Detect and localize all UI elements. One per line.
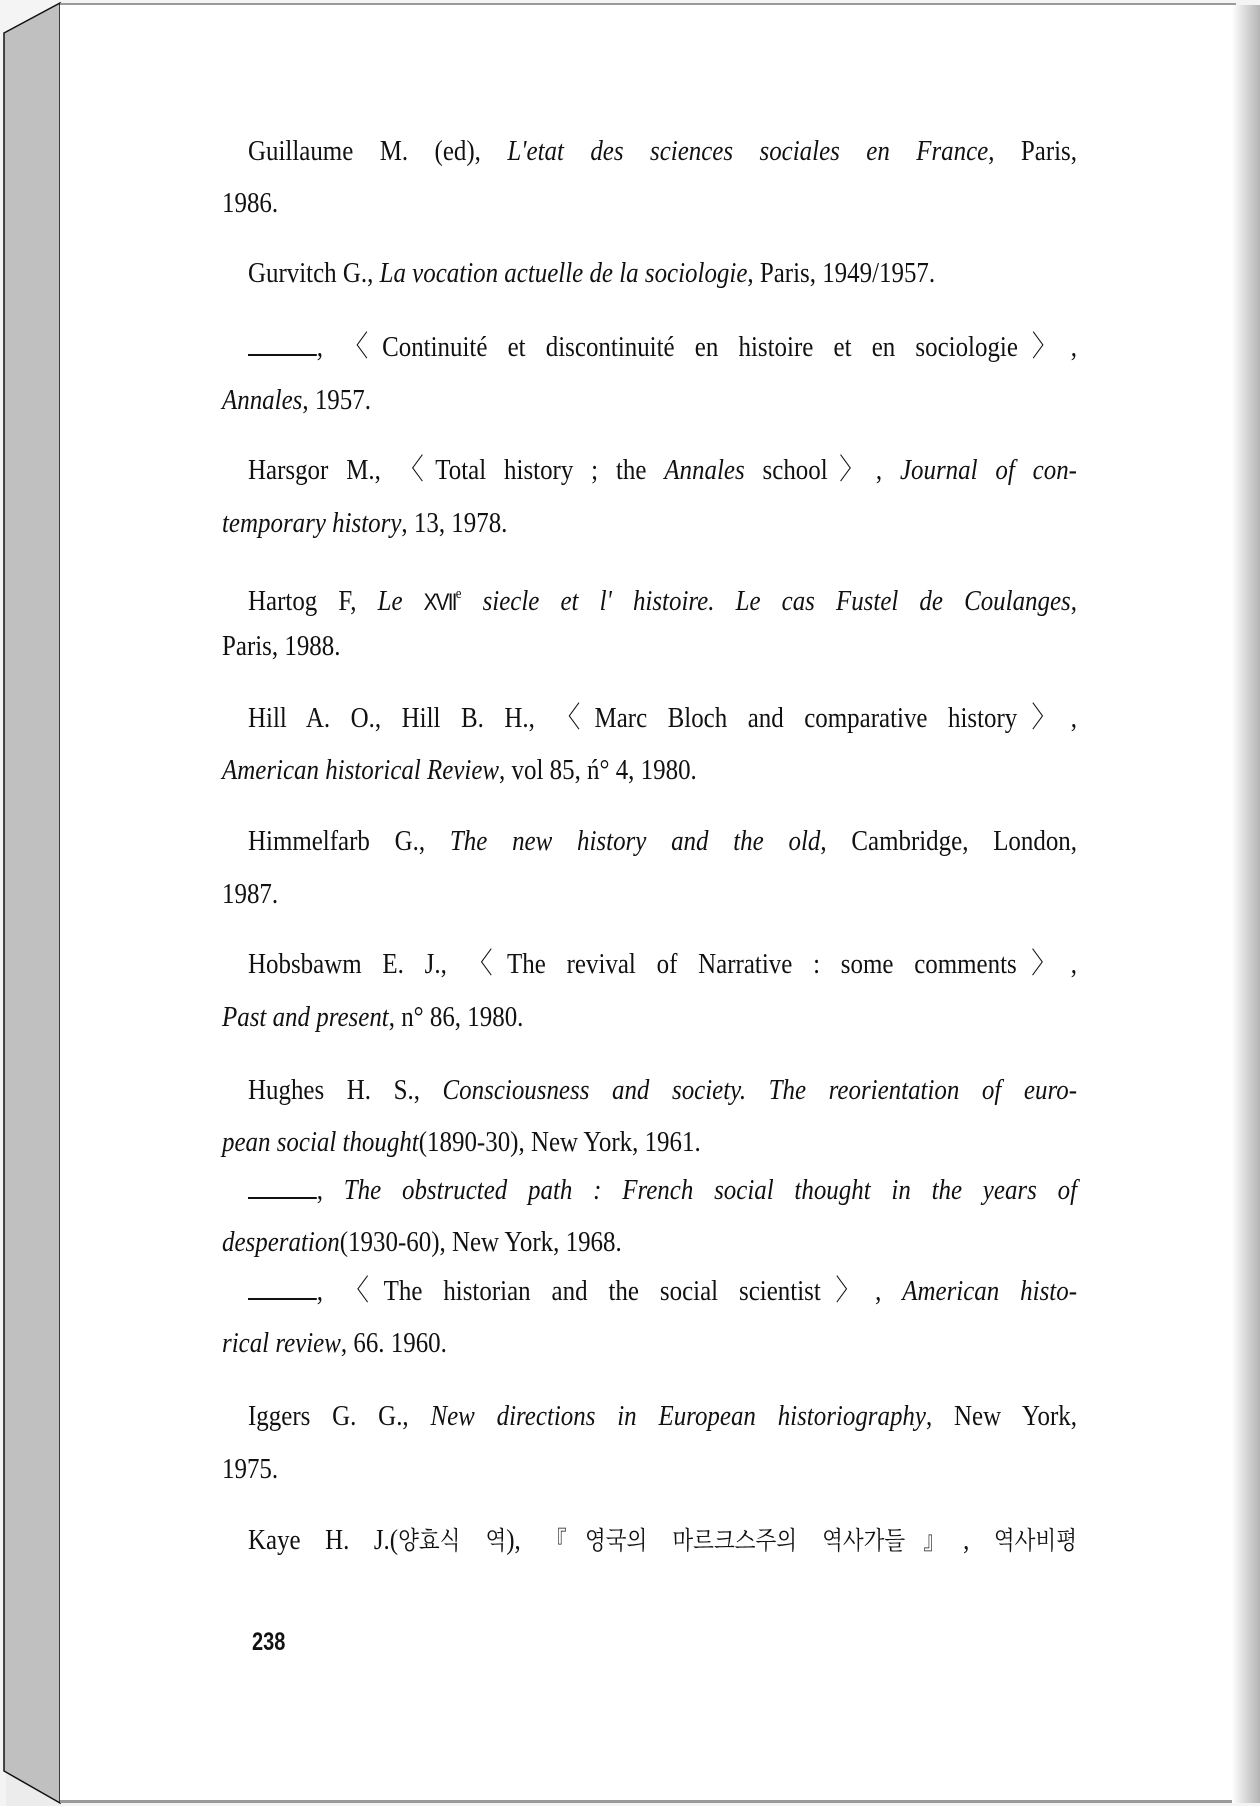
korean-text: 양효식 역 <box>398 1526 507 1555</box>
entry-first-line <box>248 330 1077 364</box>
citation-text: Hartog F, <box>248 585 378 617</box>
entry-first-line <box>248 701 1077 735</box>
citation-title-italic: La vocation actuelle de la sociologie <box>379 257 748 289</box>
citation-text: , 〈The historian and the social scientist〉, <box>316 1275 903 1307</box>
citation-text: , vol 85, ń° 4, 1980. <box>499 754 697 786</box>
entry-continuation-line <box>222 1225 622 1259</box>
citation-text: , 66. 1960. <box>340 1327 447 1359</box>
citation-title-italic: Consciousness and society. The reorientation of euro- <box>442 1074 1078 1106</box>
entry-first-line <box>248 1173 1077 1207</box>
entry-first-line <box>248 947 1077 981</box>
citation-text: (1930-60), New York, 1968. <box>339 1226 622 1258</box>
entry-first-line <box>248 1073 1077 1107</box>
entry-first-line <box>248 256 935 290</box>
citation-title-italic: pean social thought <box>222 1126 419 1158</box>
citation-text: 1986. <box>222 187 279 219</box>
citation-text: , <box>316 1174 344 1206</box>
citation-title-italic: Le <box>377 585 424 617</box>
citation-text: , n° 86, 1980. <box>388 1001 524 1033</box>
citation-text: (1890-30), New York, 1961. <box>418 1126 701 1158</box>
book-spine <box>0 0 62 1806</box>
citation-text: 1987. <box>222 878 279 910</box>
korean-text: 『영국의 마르크스주의 역사가들』 <box>545 1526 964 1555</box>
citation-text: , 1957. <box>302 384 371 416</box>
entry-first-line <box>248 134 1077 168</box>
citation-text: school〉, <box>744 454 900 486</box>
citation-text: , Cambridge, London, <box>820 825 1078 857</box>
entry-first-line <box>248 1523 1077 1558</box>
citation-title-italic: siecle et l' histoire. Le cas Fustel de Coulanges <box>461 585 1071 617</box>
entry-continuation-line <box>222 629 340 663</box>
entry-first-line <box>248 824 1077 858</box>
citation-title-italic: Past and present <box>222 1001 389 1033</box>
citation-text: , Paris, <box>988 135 1077 167</box>
korean-text: 역사비평 <box>993 1526 1077 1555</box>
citation-title-italic: Journal of con- <box>899 454 1077 486</box>
entry-continuation-line <box>222 506 507 540</box>
page-edge-shadow <box>1232 5 1260 1803</box>
citation-text: ), <box>506 1524 546 1556</box>
entry-first-line <box>248 577 1077 620</box>
roman-numeral: XVII <box>423 589 456 616</box>
entry-continuation-line <box>222 1125 701 1159</box>
citation-text: Iggers G. G., <box>248 1400 431 1432</box>
citation-text: Hughes H. S., <box>248 1074 443 1106</box>
citation-title-italic: New directions in European historiography <box>430 1400 926 1432</box>
citation-text: , New York, <box>925 1400 1077 1432</box>
citation-text: , <box>1070 585 1077 617</box>
entry-first-line <box>248 1274 1077 1308</box>
entry-first-line <box>248 453 1077 487</box>
same-author-dash <box>248 1175 317 1199</box>
citation-text: Paris, 1988. <box>222 630 341 662</box>
citation-title-italic: desperation <box>222 1226 340 1258</box>
entry-continuation-line <box>222 186 278 220</box>
citation-text: Guillaume M. (ed), <box>248 135 508 167</box>
citation-title-italic: Annales <box>222 384 303 416</box>
citation-text: , 〈Continuité et discontinuité en histoire et en sociologie〉, <box>316 331 1077 363</box>
superscript-text: e <box>455 586 462 602</box>
citation-title-italic: Annales <box>664 454 745 486</box>
page-number: 238 <box>252 1628 286 1656</box>
entry-continuation-line <box>222 753 697 787</box>
citation-title-italic: American histo- <box>902 1275 1077 1307</box>
citation-title-italic: The obstructed path : French social thought in the years of <box>343 1174 1077 1206</box>
citation-title-italic: temporary history <box>222 507 402 539</box>
citation-text: Hobsbawm E. J., 〈The revival of Narrative : some comments〉, <box>248 948 1077 980</box>
same-author-dash <box>248 1276 317 1300</box>
citation-text: , <box>963 1524 994 1556</box>
entry-continuation-line <box>222 1326 447 1360</box>
entry-continuation-line <box>222 1452 278 1486</box>
citation-title-italic: The new history and the old <box>449 825 821 857</box>
citation-title-italic: rical review <box>222 1327 341 1359</box>
citation-text: 1975. <box>222 1453 279 1485</box>
entry-continuation-line <box>222 877 278 911</box>
citation-text: Himmelfarb G., <box>248 825 450 857</box>
entry-continuation-line <box>222 1000 523 1034</box>
citation-text: Hill A. O., Hill B. H., 〈Marc Bloch and comparative history〉, <box>248 702 1077 734</box>
citation-title-italic: L'etat des sciences sociales en France <box>507 135 989 167</box>
same-author-dash <box>248 332 317 356</box>
citation-text: Gurvitch G., <box>248 257 380 289</box>
citation-text: Kaye H. J.( <box>248 1524 399 1556</box>
citation-title-italic: American historical Review <box>222 754 500 786</box>
entry-first-line <box>248 1399 1077 1433</box>
citation-text: Harsgor M., 〈Total history ; the <box>248 454 665 486</box>
citation-text: , 13, 1978. <box>401 507 508 539</box>
citation-text: , Paris, 1949/1957. <box>747 257 936 289</box>
entry-continuation-line <box>222 383 371 417</box>
